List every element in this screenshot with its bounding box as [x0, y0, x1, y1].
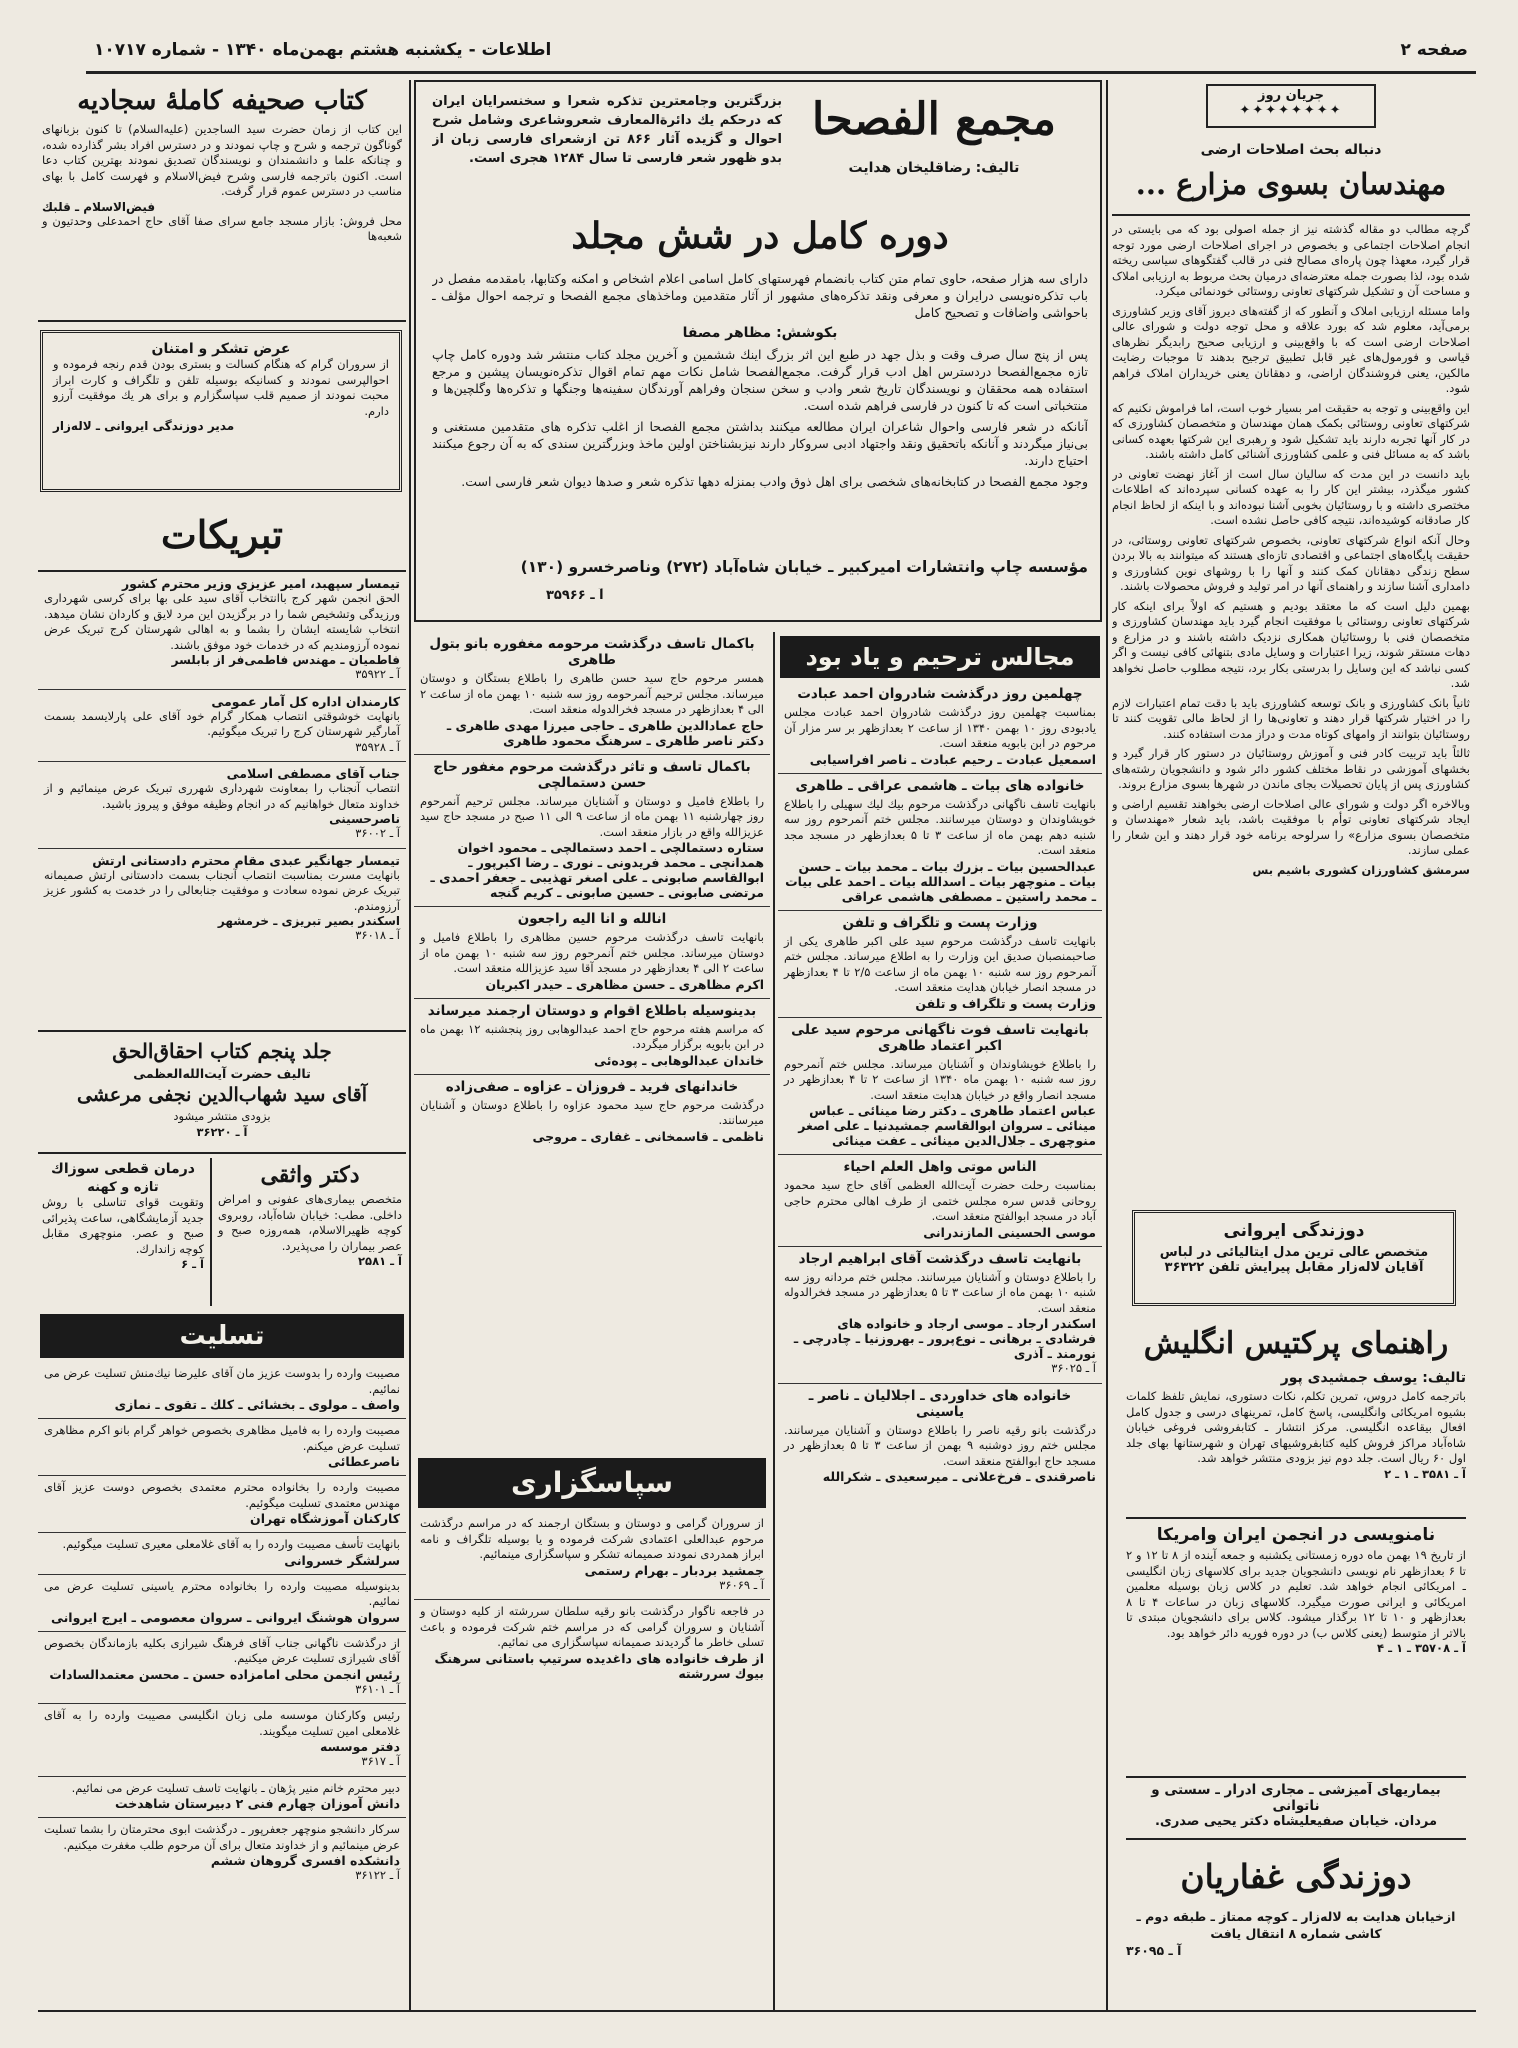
column-divider [1106, 80, 1108, 2010]
condolence-text: دبیر محترم خانم منیر پژهان ـ بانهایت تاسف تسلیت عرض می نمائیم. [71, 1780, 400, 1795]
thanks-text: در فاجعه ناگوار درگذشت بانو رقیه سلطان سررشته از کلیه دوستان و آشنایان و سروران گرامی که در مراسم ختم شرکت فرموده و باعث تسلی خاطر ما گردیدند صمیمانه سپاسگزاری می نمائیم. [420, 1604, 764, 1649]
memorial-text: را باطلاع فامیل و دوستان و آشنایان میرساند. مجلس ترحیم آنمرحوم روز چهارشنبه ۱۱ بهمن ماه از ساعت ۹ الی ۱۱ صبح در مسجد حاج سید عزیزالله واقع در بازار منعقد است. [420, 793, 764, 839]
daily-label: جریان روز [1258, 88, 1324, 103]
condolence-sign: رئیس انجمن محلی امامزاده حسن ـ محسن معتمدالسادات [49, 1666, 400, 1682]
thanks-sign: مدیر دوزندگی ایروانی ـ لاله‌زار [53, 419, 235, 433]
condolence-sign: دانش آموزان چهارم فنی ۲ دبیرستان شاهدخت [115, 1796, 400, 1811]
thanks-text: از سروران گرامی و دوستان و بستگان ارجمند که در مراسم درگذشت مرحوم عبدالعلی اعتمادی شرکت فرموده و یا بوسیله تلگراف و نامه ابراز همدردی نمودند صمیمانه تشکر و سپاسگزاری مینمائیم. [420, 1516, 764, 1561]
article-signature: سرمشق کشاورزان کشوری باشیم بس [1252, 862, 1470, 877]
memorial-sign: ناظمی ـ قاسمخانی ـ غفاری ـ مروجی [532, 1128, 764, 1144]
ad-tailor-title: دوزندگی ایروانی [1223, 1221, 1365, 1241]
memorial-text: بمناسبت رحلت حضرت آیت‌الله العظمی آقای حاج سید محمود روحانی قدس سره مجلس ختمی از طرف اهالی محترم حاجی آباد در مسجد ابوالفتح منعقد است. [784, 1178, 1096, 1223]
majma-body-4: وجود مجمع الفصحا در کتابخانه‌های شخصی برای اهل ذوق وادب بمنزله دهها تذکره شعر و صدها دیوان شعر فارسی است. [461, 474, 1088, 489]
memorial-title: خانواده های بیات ـ هاشمی عراقی ـ طاهری [795, 777, 1085, 794]
majma-body-2: پس از پنج سال صرف وقت و بذل جهد در طبع این اثر بزرگ اینك ششمین و آخرین مجلد کتاب منتشر شد ودوره کامل چاپ تازه مجمع‌الفصحا دردسترس اهل ادب قرار گرفت. مجمع‌الفصحا شامل نکات مهم تمام اقوال تذکره‌نویسان پیشین و مرجع استفاده همه محققان و نویسندگان تاریخ شعر وادب و سخن سنجان وفراهم آورندگان سفینه‌ها وجنگها و تذکره‌ها وگلچین‌ها و منتخباتی است که تا کنون در فارسی فراهم شده است. [432, 347, 1088, 413]
sajjadiyeh-body: این کتاب از زمان حضرت سید الساجدین (علیه‌السلام) تا کنون بزبانهای گوناگون ترجمه و شرح و چاپ نمودند و در دسترس افراد بشر گذارده شده، و چنانکه علما و دانشمندان و نویسندگان تصدیق نمودند بهترین کتاب دعا است. اکنون باترجمه فارسی وشرح فیض‌الاسلام و فهرست کامل با بهای مناسب در دسترس عموم قرار گرفت. [42, 122, 402, 198]
bottom-rule [38, 2010, 1476, 2012]
thanks-item [414, 1512, 770, 1600]
condolence-text: رئیس وکارکنان موسسه ملی زبان انگلیسی مصیبت وارده را به آقای غلامعلی امین تسلیت میگویند. [44, 1708, 400, 1738]
memorial-text: بمناسبت چهلمین روز درگذشت شادروان احمد عبادت مجلس یادبودی روز ۱۰ بهمن ۱۳۴۰ از ساعت ۲ بعدازظهر بر سر مزار آن مرحوم در ابن بابویه منعقد است. [784, 705, 1097, 750]
condolence-sign: واصف ـ مولوی ـ بخشائی ـ کلك ـ تقوی ـ نمازی [114, 1397, 400, 1412]
ad-ghaffarian-title: دوزندگی غفاریان [1180, 1857, 1412, 1896]
memorial-sign: موسی الحسینی المازندرانی [923, 1224, 1096, 1240]
memorial-list [778, 682, 1102, 2010]
sajjadiyeh-title: کتاب صحیفه کاملهٔ سجادیه [77, 86, 367, 116]
condolence-sign: کارکنان آموزشگاه تهران [250, 1511, 400, 1526]
thanks-banner: سپاسگزاری [418, 1458, 766, 1508]
column-divider [409, 80, 411, 2010]
condolence-item [38, 1777, 406, 1819]
memorial-item [778, 1155, 1102, 1247]
memorial-text: همسر مرحوم حاج سید حسن طاهری را باطلاع بستگان و دوستان میرساند. مجلس ترحیم آنمرحومه روز سه شنبه ۱۰ بهمن ماه از ساعت ۲ الی ۴ بعدازظهر در مسجد فخرالدوله منعقد است. [420, 671, 764, 716]
memorial-title: الناس موتی واهل العلم احیاء [843, 1159, 1037, 1175]
memorial-item [778, 1018, 1102, 1156]
thanks-code: آ ـ ۳۶۰۶۹ [719, 1577, 764, 1592]
congrats-sign: اسکندر بصیر تبریزی ـ خرمشهر [217, 914, 400, 928]
majma-body [432, 270, 1088, 494]
condolence-text: بدینوسیله مصیبت وارده را بخانواده محترم یاسینی تسلیت عرض می نمائیم. [44, 1578, 400, 1608]
condolence-sign: سروان هوشنگ ایروانی ـ سروان معصومی ـ ایرج ایروانی [50, 1609, 400, 1625]
sozak-title: درمان قطعی سوزاك [51, 1161, 195, 1177]
condolence-item [38, 1818, 406, 1890]
memorial-sign: اسکندر ارجاد ـ موسی ارجاد و خانواده های فرشادی ـ برهانی ـ نوع‌پرور ـ بهروزنیا ـ چادرچی ـ نورمند ـ آذری [793, 1316, 1096, 1361]
memorial-text: درگذشت مرحوم حاج سید محمود عزاوه را باطلاع دوستان و آشنایان میرسانند. [420, 1097, 764, 1127]
ad-english-code: آ ـ ۳۵۸۱ ـ ۱ ـ ۲ [1384, 1466, 1466, 1481]
ad-institute-title: نامنویسی در انجمن ایران وامریکا [1156, 1525, 1436, 1545]
condolence-item [38, 1362, 406, 1419]
memorial-title: باکمال تاسف درگذشت مرحومه مغفوره بانو بتول طاهری [429, 636, 755, 668]
rule [1126, 1517, 1466, 1519]
sajjadiyeh-place: محل فروش: بازار مسجد جامع سرای صفا آقای حاج احمدعلی وحدتیون و شعبه‌ها [42, 213, 402, 243]
memorial-item [414, 1075, 770, 1150]
article-paragraph: ثالثاً باید تربیت کادر فنی و آموزش روستائیان در دستور کار قرار گیرد و بخشهای آموزشی در نقاط مختلف کشور دائر شود و دانشجویان رشته‌های کشاورزی پس از پایان تحصیلات بجای ماندن در شهرها بسوی مزارع بروند. [1112, 746, 1470, 791]
memorial-title: بانهایت تاسف درگذشت آقای ابراهیم ارجاد [798, 1250, 1082, 1267]
condolence-list [38, 1362, 406, 2010]
sozak-code: آ ـ ۶ [181, 1257, 204, 1271]
congrats-item [38, 572, 406, 690]
congrats-code: آ ـ ۳۵۹۲۸ [355, 739, 400, 754]
column-divider [773, 632, 775, 2010]
memorial-banner: مجالس ترحیم و یاد بود [780, 636, 1100, 678]
vasegh-text: متخصص بیماری‌های عفونی و امراض داخلی. مطب: خیابان شاه‌آباد، روبروی کوچه ظهیرالاسلام، همه‌روزه صبح و عصر بیماران را می‌پذیرد. [218, 1192, 402, 1253]
masthead [86, 38, 1476, 68]
thanks-sign: از طرف خانواده های داغدیده سرتیپ باستانی سرهنگ بیوك سررشته [434, 1650, 764, 1681]
ehqaq-foot: بزودی منتشر میشود [173, 1109, 271, 1123]
majma-code: آ ـ ۳۵۹۶۶ [546, 588, 604, 603]
condolence-sign: سرلشگر خسروانی [284, 1552, 400, 1568]
memorial-sign: عباس اعتماد طاهری ـ دکتر رضا مینائی ـ عباس مینائی ـ سروان ابوالقاسم جمشیدنیا ـ علی اصغر منوچهری ـ جلال‌الدین مینائی ـ عفت مینائی [798, 1103, 1096, 1148]
article-paragraph: این واقع‌بینی و توجه به حقیقت امر بسیار خوب است، اما فراموش نکنیم که شرکتهای تعاونی روستائی بکمک همان مهندسان و متخصصان کشاورزی که در کار آنها تجربه دارند باید تشکیل شود و رهبری این شرکتها بعهده کسانی باشد که به مسائل فنی و علمی کشاورزی آشنائی کامل داشته باشند. [1112, 400, 1470, 461]
ad-english-author: تالیف: یوسف جمشیدی پور [1280, 1370, 1466, 1386]
condolence-code: آ ـ ۳۶۱۷ [361, 1754, 400, 1768]
memorial-sign: وزارت پست و تلگراف و تلفن [915, 995, 1096, 1011]
condolence-banner: تسلیت [40, 1314, 404, 1358]
congrats-head: جناب آقای مصطفی اسلامی [226, 766, 400, 781]
majma-body-3: آنانکه در شعر فارسی واحوال شاعران ایران مطالعه میکنند بداشتن مجمع الفصحا از اغلب تذکره های متقدمین مستغنی و بی‌نیاز میگردند و آنانکه باتحقیق ونقد واجتهاد ادبی سروکار دارند نیزبشناختن اولین ماخذ وبزرگترین سندی که به آن رجوع میکنند احتیاج دارند. [432, 419, 1088, 468]
condolence-item [38, 1533, 406, 1575]
article-paragraph: وبالاخره اگر دولت و شورای عالی اصلاحات ارضی بخواهند تقسیم اراضی و ایجاد شرکتهای تعاونی توأم با موفقیت باشد، باید شعار «مهندسان و متخصصان بسوی مزارع» را سرلوحه برنامه خود قرار دهند و این شعار را عملی سازند. [1112, 796, 1470, 857]
ad-english-body: باترجمه کامل دروس، تمرین تکلم، نکات دستوری، نمایش تلفظ کلمات بشیوه امریکائی وانگلیسی، پاسخ کامل، تمرینهای درسی و جدول کامل افعال بیقاعده انگلیسی. مرکز انتشار ـ کتابفروشی فروغی خیابان شاه‌آباد مراکز فروش کلیه کتابفروشیهای تهران و شهرستانها بهای جلد اول ۶۰ ریال است. جلد دوم نیز بزودی منتشر خواهد شد. [1126, 1389, 1466, 1465]
memorial-item [414, 632, 770, 755]
condolence-code: آ ـ ۳۶۱۲۲ [355, 1868, 400, 1882]
rule [38, 1152, 406, 1154]
congrats-item [38, 762, 406, 849]
majma-title: مجمع الفصحا [812, 94, 1056, 145]
condolence-text: مصیبت وارده را بخانواده محترم معتمدی بخصوص دوست عزیز آقای مهندس معتمدی تسلیت میگوئیم. [44, 1480, 400, 1510]
ad-tailor [1132, 1210, 1456, 1306]
ehqaq-name: آقای سید شهاب‌الدین نجفی مرعشی [76, 1084, 368, 1106]
majma-headline: دوره کامل در شش مجلد [571, 215, 949, 257]
congrats-head: کارمندان اداره کل آمار عمومی [211, 693, 400, 709]
memorial-item [414, 999, 770, 1075]
ad-institute [1126, 1522, 1466, 1772]
issue-line: اطلاعات - یکشنبه هشتم بهمن‌ماه ۱۳۴۰ - شماره ۱۰۷۱۷ [94, 40, 552, 60]
memorial-title: خانواده های خداوردی ـ اجلالیان ـ ناصر ـ یاسینی [808, 1387, 1072, 1420]
majma-author: تالیف: رضاقلیخان هدایت [848, 160, 1020, 176]
rule [38, 1030, 406, 1032]
condolence-sign: ناصرعطائی [328, 1454, 400, 1469]
congrats-text: بانهایت خوشوقتی انتصاب همکار گرام خود آقای علی پارلایسمد بسمت آمارگیر شهرستان کرج را تبریک میگوئیم. [44, 708, 400, 738]
memorial-sign: اکرم مظاهری ـ حسن مظاهری ـ حیدر اکبریان [485, 976, 764, 992]
daily-heading-small: دنباله بحث اصلاحات ارضی [1200, 142, 1382, 158]
daily-column [1112, 80, 1470, 1200]
ad-institute-code: آ ـ ۳۵۷۰۸ ـ ۱ ـ ۴ [1377, 1641, 1466, 1655]
memorial-text: بانهایت تاسف درگذشت مرحوم سید علی اکبر طاهری یکی از صاحبمنصبان صدیق این وزارت را به اطلاع میرساند. مجلس ختم آنمرحوم روز سه شنبه ۱۰ بهمن ماه از ساعت ۲/۵ تا ۴ بعدازظهر در مسجد انصار خیابان هدایت منعقد است. [784, 933, 1096, 994]
memorial-item [414, 755, 770, 908]
ehqaq-sub: تالیف حضرت آیت‌الله‌العظمی [133, 1066, 311, 1081]
article-paragraph: وحال آنکه انواع شرکتهای تعاونی، بخصوص شرکتهای تعاونی روستائی، در حقیقت پایگاه‌های اجتماعی و اقتصادی تازه‌ای هستند که میتوانند به بالا بردن سطح زندگی دهقانان کمک کنند و آنها را با روشهای نوین کشاورزی و دامداری آشنا سازند و راهنمای آنها در امر تولید و فروش محصولات باشند. [1112, 532, 1470, 593]
congrats-head: تیمسار سپهبد، امیر عزیزی وزیر محترم کشور [121, 576, 400, 591]
thanks-body: از سروران گرام که هنگام کسالت و بستری بودن قدم رنجه فرموده و احوالپرسی نمودند و کسانیکه بوسیله تلفن و تلگراف و کارت ابراز محبت نمودند از صمیم قلب سپاسگزارم و برای هر یك موفقیت آرزو دارم. [53, 357, 389, 418]
ad-english-book [1126, 1318, 1466, 1514]
memorial-title: خاندانهای فرید ـ فروزان ـ عزاوه ـ صفی‌زاده [445, 1078, 739, 1095]
vasegh-code: آ ـ ۲۵۸۱ [358, 1254, 402, 1268]
congrats-sign: ناصرحسینی [329, 812, 400, 826]
congrats-text: بانهایت مسرت بمناسبت انتصاب آنجناب بسمت دادستانی ارتش صمیمانه تبریک عرض نموده سعادت و موفقیت جنابعالی را در خدمت به کشور عزیز آرزومندم. [44, 867, 400, 913]
memorial-title: وزارت پست و تلگراف و تلفن [842, 914, 1038, 931]
memorial-text: را باطلاع خویشاوندان و آشنایان میرساند. مجلس ختم آنمرحوم روز سه شنبه ۱۰ بهمن ماه ۱۳۴۰ از ساعت ۲ تا ۴ بعدازظهر در مسجد انصار واقع در خیابان هدایت منعقد است. [784, 1056, 1097, 1102]
thanks-item [414, 1600, 770, 1687]
memorial-title: چهلمین روز درگذشت شادروان احمد عبادت [797, 686, 1083, 702]
majma-body-1: دارای سه هزار صفحه، حاوی تمام متن کتاب بانضمام فهرستهای کامل اسامی اعلام اشخاص و امکنه وکتابها، بامقدمه مفصل در باب تذکره‌نویسی درایران و معرفی ونقد تذکره‌های مشهور از آثار متقدمین وماخذهای مجمع الفصحا و ترجمه احوال مؤلف ـ باحواشی واضافات و تصحیح کامل [432, 271, 1088, 320]
article-paragraph: گرچه مطالب دو مقاله گذشته نیز از جمله اصولی بود که می بایستی در انجام اصلاحات اجتماعی و بخصوص در اجرای اصلاحات ارضی مورد توجه قرار گیرد، معهذا چون پاره‌ای مصالح فنی در قالب گفتگوهای سیاسی ریخته شده بود، لذا بصورت جمله معترضه‌ای درمیان بحث مربوط به ارزیابی املاک و مساحت آن و تشکیل شرکتهای تعاونی روستائی خودنمائی میکرد. [1112, 222, 1470, 298]
condolence-text: از درگذشت ناگهانی جناب آقای فرهنگ شیرازی بکلیه بازماندگان بخصوص آقای شیرازی تسلیت عرض میکنیم. [44, 1635, 400, 1665]
thanks-sign: جمشید بردبار ـ بهرام رستمی [584, 1562, 764, 1578]
memorial-text: بانهایت تاسف درگذشت مرحوم حسین مظاهری را باطلاع فامیل و دوستان میرساند. مجلس ختم آنمرحوم روز سه شنبه ۱۰ بهمن ماه از ساعت ۲ الی ۴ بعدازظهر در مسجد آقا سید عزیزالله منعقد است. [420, 930, 764, 975]
condolence-code: آ ـ ۳۶۱۰۱ [355, 1681, 400, 1696]
daily-label-box [1206, 84, 1376, 128]
heading-rule [1112, 214, 1470, 216]
condolence-text: مصیبت وارده را بدوست عزیز مان آقای علیرضا نیك‌منش تسلیت عرض می نمائیم. [44, 1366, 400, 1396]
ad-majma-ol-fosaha [414, 80, 1102, 622]
ad-sajjadiyeh [38, 80, 406, 318]
ad-institute-body: از تاریخ ۱۹ بهمن ماه دوره زمستانی یکشنبه و جمعه آینده از ۸ تا ۱۲ و ۲ تا ۶ بعدازظهر نام نویسی دانشجویان جدید برای کلاسهای زبان انگلیسی ـ امریکائی انجام خواهد شد. تعلیم در کلاس زبان بوسیله معلمین امریکائی و ایرانی صورت میگیرد. کلاسهای زبان در ساعات ۴ تا ۸ بعدازظهر و ۱۰ تا ۱۲ برگذار میشود. کلاس برای دانشجویان مبتدی تا بالاتر از متوسط (یعنی کلاس ب) در دوره فوریه دائر خواهد بود. [1126, 1548, 1466, 1640]
memorial-list-2 [414, 632, 770, 1452]
ad-english-title: راهنمای پرکتیس انگلیش [1143, 1326, 1449, 1361]
memorial-text: را باطلاع دوستان و آشنایان میرسانند. مجلس ختم مردانه روز سه شنبه ۱۰ بهمن ماه از ساعت ۳ تا ۵ بعدازظهر در مسجد فخرالدوله منعقد است. [784, 1269, 1097, 1315]
memorial-item [778, 774, 1102, 911]
ad-doctor-title: بیماریهای آمیزشی ـ مجاری ادرار ـ سستی و ناتوانی [1151, 1782, 1441, 1814]
ad-tailor-line2: آقایان لاله‌زار مقابل پیرایش تلفن ۳۶۳۲۲ [1164, 1260, 1424, 1275]
congrats-code: آ ـ ۳۶۰۰۲ [355, 826, 400, 840]
rule [38, 320, 406, 322]
congrats-code: آ ـ ۳۶۰۱۸ [355, 928, 400, 942]
congratulations-section [38, 500, 406, 1028]
memorial-sign: حاج عمادالدین طاهری ـ حاجی میرزا مهدی طاهری ـ دکتر ناصر طاهری ـ سرهنگ محمود طاهری [446, 717, 764, 748]
memorial-item [778, 911, 1102, 1018]
article-paragraph: ثانیاً بانک کشاورزی و بانک توسعه کشاورزی باید با دقت تمام اعتبارات لازم را در اختیار شرکتها قرار دهند و تعاونی‌ها را از لحاظ مالی تقویت کنند تا روستائیان بتوانند از وامهای کوتاه مدت و دراز مدت استفاده کنند. [1112, 695, 1470, 741]
ad-ghaffarian [1126, 1846, 1466, 2006]
memorial-item [778, 1384, 1102, 1491]
majma-intro: بزرگترین وجامعترین تذکره شعرا و سخنسرایان ایران که درحکم یك دائرة‌المعارف شعروشاعری وشامل شرح احوال و گزیده آثار ۸۶۶ تن ازشعرای فارسی زبان از بدو ظهور شعر فارسی تا سال ۱۲۸۴ هجری است. [432, 94, 782, 166]
rule [210, 1158, 212, 1306]
condolence-sign: دفتر موسسه [320, 1739, 400, 1754]
thanks-title: عرض تشکر و امتنان [151, 341, 291, 357]
ehqaq-title: جلد پنجم کتاب احقاق‌الحق [112, 1039, 332, 1063]
article-paragraph: بهمین دلیل است که ما معتقد بودیم و هستیم که اولاً برای اینکه کار شرکتهای تعاونی روستائی با موفقیت انجام گیرد باید مهندسان کشاورزی و متخصصان فنی با روستائیان همکاری نزدیک داشته باشند و در مزارع و دهات مستقر شوند، زیرا اعتبارات و وسایل مادی بتنهائی کافی نیست و اگر کسی نباشد که این وسایل را بدرستی بکار برد، نتیجه مطلوب حاصل نخواهد شد. [1112, 598, 1470, 690]
condolence-text: مصیبت وارده را به فامیل مظاهری بخصوص خواهر گرام بانو اکرم مظاهری تسلیت عرض میکنم. [44, 1423, 400, 1453]
memorial-code: آ ـ ۳۶۰۲۵ [1051, 1361, 1096, 1375]
daily-ornament: ✦✦✦✦✦✦✦✦ [1239, 103, 1343, 118]
condolence-text: سرکار دانشجو منوچهر جعفرپور ـ درگذشت ابوی محترمتان را بشما تسلیت عرض مینمائیم و از خداوند متعال برای آن مرحوم طلب مغفرت میکنیم. [44, 1822, 400, 1852]
ad-ehqaq-ol-haq [38, 1036, 406, 1148]
condolence-text: بانهایت تأسف مصیبت وارده را به آقای غلامعلی معیری تسلیت میگوئیم. [62, 1537, 400, 1551]
majma-publisher: مؤسسه چاپ وانتشارات امیرکبیر ـ خیابان شاه‌آباد (۲۷۲) وناصرخسرو (۱۳۰) [520, 558, 1088, 576]
condolence-item [38, 1419, 406, 1476]
ad-ghaffarian-code: آ ـ ۳۶۰۹۵ [1126, 1943, 1182, 1958]
sajjadiyeh-sign: فیض‌الاسلام ـ قلبك [42, 199, 156, 214]
congrats-text: الحق انجمن شهر کرج باانتخاب آقای سید علی بها برای کرسی شهرداری ورزیدگی وتشخیص شما را در برگزیدن این مرد لایق و کاردان نشان میدهد. انتخاب شایسته ایشان را بشما و به اهالی شهرستان کرج تبریک عرض نموده آرزومندیم که در خدمات خود موفق باشند. [44, 591, 400, 652]
condolence-sign: دانشکده افسری گروهان ششم [210, 1853, 400, 1868]
congrats-title: تبریکات [38, 500, 406, 572]
page-number: صفحه ۲ [1400, 40, 1468, 60]
congrats-item [38, 690, 406, 763]
ad-ghaffarian-body: ازخیابان هدایت به لاله‌زار ـ کوچه ممتاز ـ طبقه دوم ـ کاشی شماره ۸ انتقال یافت [1136, 1909, 1456, 1941]
article-paragraph: باید دانست در این مدت که سالیان سال است از آغاز نهضت تعاونی در کشور میگذرد، بیشتر این کار را به عهده کسانی سپرده‌اند که اطلاعات مختصری داشته و با روستائیان بخوبی آشنا نبوده‌اند و با اینکه از لحاظ انجام کار صادقانه کوشیده‌اند، نتیجه کافی حاصل نشده است. [1112, 466, 1470, 527]
memorial-item [778, 1247, 1102, 1384]
vasegh-title: دکتر واثقی [260, 1162, 360, 1188]
memorial-item [778, 682, 1102, 774]
majma-editor: بکوشش: مظاهر مصفا [682, 325, 838, 341]
condolence-item [38, 1704, 406, 1777]
memorial-title: باکمال تاسف و تاثر درگذشت مرحوم مغفور حاج حسن دستمالچی [433, 758, 751, 791]
daily-article [1112, 222, 1470, 1190]
memorial-title: انالله و انا الیه راجعون [517, 911, 667, 927]
sozak-text: وتقویت قوای تناسلی با روش جدید آزمایشگاهی، ساعت پذیرائی صبح و عصر. منوچهری مقابل کوچه زاندارك. [42, 1195, 204, 1256]
ehqaq-code: آ ـ ۳۶۲۲۰ [196, 1124, 248, 1139]
memorial-sign: اسمعیل عبادت ـ رحیم عبادت ـ ناصر افراسیابی [809, 751, 1096, 767]
congrats-item [38, 849, 406, 950]
condolence-item [38, 1632, 406, 1705]
sozak-sub: تازه و کهنه [87, 1180, 159, 1195]
congrats-sign: فاطمیان ـ مهندس فاطمی‌فر از بابلسر [171, 653, 400, 667]
rule [1126, 1776, 1466, 1778]
condolence-item [38, 1575, 406, 1632]
congrats-head: تیمسار جهانگیر عبدی مقام محترم دادستانی ارتش [92, 852, 400, 868]
ad-doctor-sadri [1126, 1782, 1466, 1834]
condolence-item [38, 1476, 406, 1533]
memorial-text: درگذشت بانو رقیه ناصر را باطلاع دوستان و آشنایان میرسانند. مجلس ختم روز دوشنبه ۹ بهمن از ساعت ۳ تا ۵ بعدازظهر در مسجد حاج ابوالفتح منعقد است. [784, 1422, 1096, 1468]
memorial-sign: ستاره دستمالچی ـ احمد دستمالچی ـ محمود اخوان همدانچی ـ محمد فریدونی ـ نوری ـ رضا اکبرپور ـ ابوالقاسم صابونی ـ علی اصغر تهذیبی ـ جعفر احمدی ـ مرتضی صابونی ـ حسین صابونی ـ کریم گنجه [430, 840, 764, 900]
ad-tailor-line1: متخصص عالی ترین مدل ایتالیائی در لباس [1159, 1245, 1429, 1260]
memorial-text: که مراسم هفته مرحوم حاج احمد عبدالوهابی روز پنجشنبه ۱۲ بهمن ماه در ابن بابویه برگزار میگردد. [420, 1021, 765, 1051]
memorial-sign: ناصرقندی ـ فرخ‌علانی ـ میرسعیدی ـ شکرالله [822, 1469, 1096, 1484]
memorial-sign: خاندان عبدالوهابی ـ پوده‌ئی [594, 1052, 764, 1068]
masthead-rule [86, 71, 1476, 74]
memorial-sign: عبدالحسین بیات ـ بزرك بیات ـ محمد بیات ـ حسن بیات ـ منوچهر بیات ـ اسدالله بیات ـ احمد علی بیات ـ محمد راستین ـ مصطفی هاشمی عراقی [785, 858, 1096, 904]
congrats-text: انتصاب آنجناب را بمعاونت شهرداری شهرری تبریک عرض مینمائیم و از خداوند متعال خواهانیم که در انجام وظیفه موفق و پیروز باشید. [44, 781, 400, 811]
memorial-title: بدینوسیله باطلاع اقوام و دوستان ارجمند میرساند [427, 1002, 757, 1019]
congrats-code: آ ـ ۳۵۹۲۲ [355, 667, 400, 681]
ad-thanks [40, 330, 402, 492]
ad-doctor-vasegh [214, 1158, 406, 1306]
ad-sozak [38, 1158, 208, 1306]
thanks-list [414, 1512, 770, 2010]
daily-heading-big: مهندسان بسوی مزارع ... [1135, 167, 1447, 201]
memorial-title: بانهایت تاسف فوت ناگهانی مرحوم سید علی اکبر اعتماد طاهری [791, 1021, 1089, 1054]
rule [1126, 1838, 1466, 1840]
memorial-item [414, 907, 770, 999]
memorial-text: بانهایت تاسف ناگهانی درگذشت مرحوم بیك لیك سهیلی را باطلاع خویشاوندان و دوستان میرسانند. مجلس ختم آنمرحوم روز سه شنبه دهم بهمن ماه از ساعت ۳ تا ۵ بعدازظهر در مسجد مجد منعقد است. [784, 796, 1096, 857]
article-paragraph: واما مسئله ارزیابی املاک و آنطور که از گفته‌های دیروز آقای وزیر کشاورزی برمی‌آید، معلوم شد که بورد علاقه و محل توجه دولت و شورای عالی اصلاحات ارضی است که با واقع‌بینی و ارزیابی صحیح رابدیگر نظرهای قیاسی و فورمول‌های غیر قابل تطبیق ترجیح بدهند تا موجبات رضایت مالکین، یعنی فروشندگان اراضی، و دهقانان یعنی خریداران املاک فراهم شود. [1112, 303, 1470, 395]
ad-doctor-body: مردان. خیابان صفیعلیشاه دکتر یحیی صدری. [1154, 1814, 1438, 1829]
